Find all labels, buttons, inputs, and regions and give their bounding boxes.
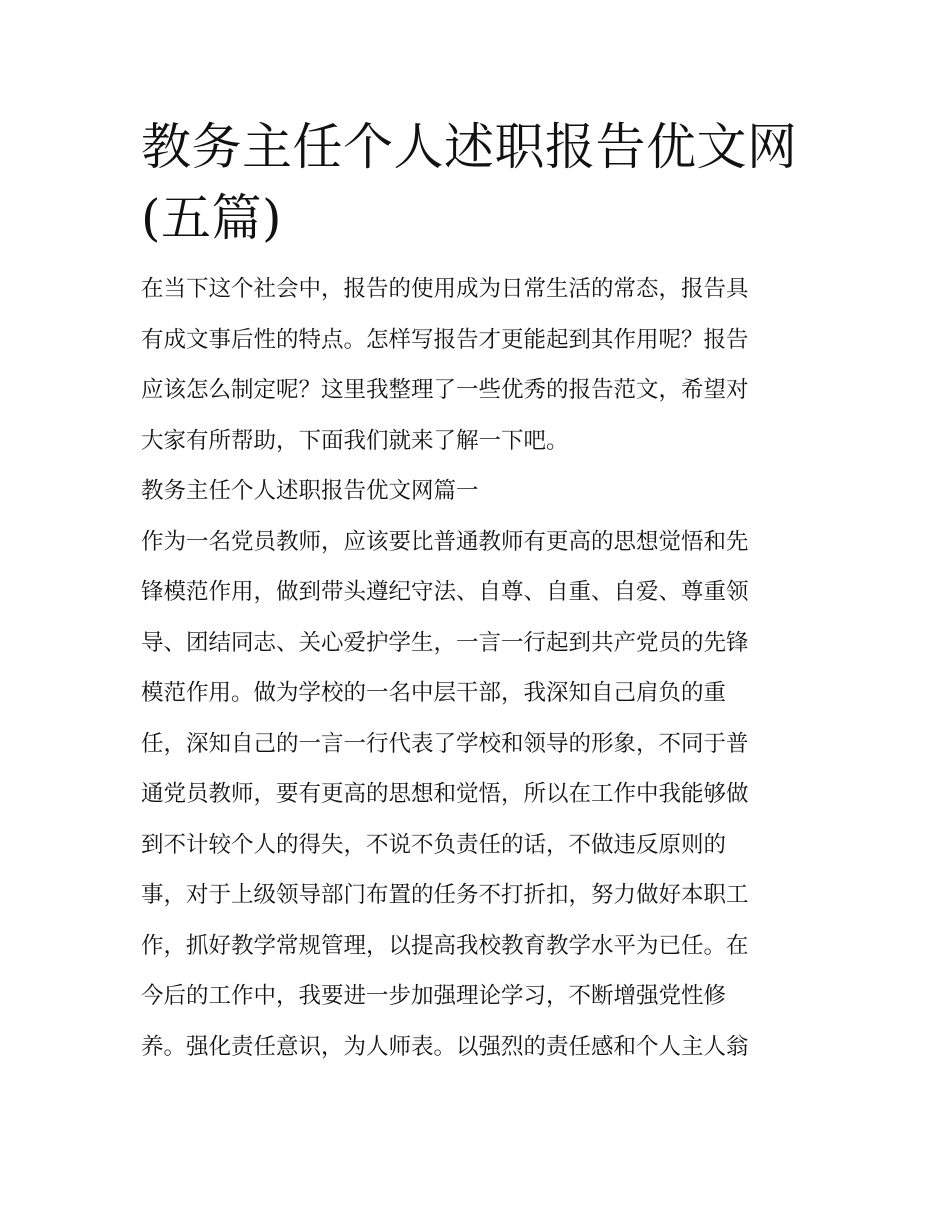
body-line: 通党员教师，要有更高的思想和觉悟，所以在工作中我能够做: [141, 781, 749, 807]
body-line: 作为一名党员教师，应该要比普通教师有更高的思想觉悟和先: [141, 528, 749, 555]
intro-line: 有成文事后性的特点。怎样写报告才更能起到其作用呢？报告: [141, 326, 749, 353]
document-content: [141, 112, 811, 1072]
body-paragraph: [141, 517, 811, 1073]
body-line: 养。强化责任意识，为人师表。以强烈的责任感和个人主人翁: [141, 1033, 749, 1060]
body-line: 今后的工作中，我要进一步加强理论学习，不断增强党性修: [141, 983, 727, 1009]
title-line-1: 教务主任个人述职报告优文网: [141, 118, 798, 176]
body-line: 到不计较个人的得失，不说不负责任的话，不做违反原则的: [141, 831, 727, 858]
body-line: 任，深知自己的一言一行代表了学校和领导的形象，不同于普: [141, 730, 749, 757]
title-line-2: (五篇): [141, 189, 283, 247]
body-line: 导、团结同志、关心爱护学生，一言一行起到共产党员的先锋: [141, 629, 749, 656]
intro-line: 大家有所帮助，下面我们就来了解一下吧。: [141, 427, 569, 454]
body-line: 模范作用。做为学校的一名中层干部，我深知自己肩负的重: [141, 680, 727, 706]
intro-line: 在当下这个社会中，报告的使用成为日常生活的常态，报告具: [141, 276, 749, 302]
intro-paragraph: [141, 264, 811, 466]
body-line: 作，抓好教学常规管理，以提高我校教育教学水平为已任。在: [141, 932, 749, 959]
document-title: [141, 112, 811, 254]
intro-line: 应该怎么制定呢？这里我整理了一些优秀的报告范文，希望对: [141, 377, 749, 403]
body-line: 锋模范作用，做到带头遵纪守法、自尊、自重、自爱、尊重领: [141, 579, 749, 605]
section-heading: 教务主任个人述职报告优文网篇一: [141, 478, 479, 504]
body-line: 事，对于上级领导部门布置的任务不打折扣，努力做好本职工: [141, 882, 749, 908]
